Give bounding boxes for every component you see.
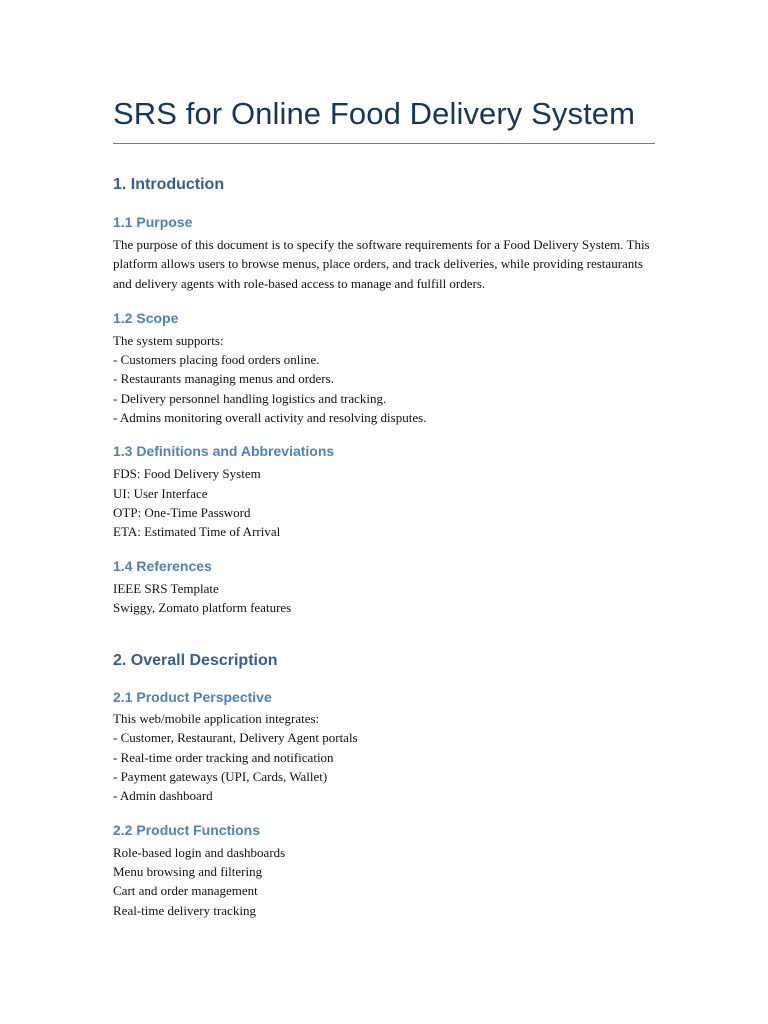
- product-perspective-list: [113, 709, 655, 805]
- perspective-line: - Customer, Restaurant, Delivery Agent portals: [113, 730, 358, 746]
- scope-line: - Restaurants managing menus and orders.: [113, 371, 334, 387]
- function-line: Cart and order management: [113, 883, 258, 899]
- scope-line: The system supports:: [113, 332, 224, 348]
- function-line: Menu browsing and filtering: [113, 863, 263, 879]
- purpose-paragraph: The purpose of this document is to specify the software requirements for a Food Delivery System. This platform allows users to browse menus, place orders, and track deliveries, while providing restaurants and delivery agents with role-based access to manage and fulfill orders.: [113, 237, 650, 291]
- subsection-heading-scope: 1.2 Scope: [113, 309, 179, 326]
- perspective-line: - Payment gateways (UPI, Cards, Wallet): [113, 769, 328, 785]
- title-underline: [113, 143, 655, 144]
- perspective-line: - Real-time order tracking and notification: [113, 749, 334, 765]
- reference-line: IEEE SRS Template: [113, 580, 219, 596]
- section-heading-overall-description: 2. Overall Description: [113, 652, 278, 670]
- product-functions-list: [113, 843, 655, 920]
- function-line: Real-time delivery tracking: [113, 902, 256, 918]
- scope-line: - Customers placing food orders online.: [113, 352, 320, 368]
- references-list: [113, 579, 655, 618]
- reference-line: Swiggy, Zomato platform features: [113, 599, 292, 615]
- scope-list: [113, 331, 655, 427]
- scope-line: - Delivery personnel handling logistics and tracking.: [113, 390, 387, 406]
- definition-line: ETA: Estimated Time of Arrival: [113, 524, 281, 540]
- definition-line: UI: User Interface: [113, 485, 208, 501]
- perspective-line: This web/mobile application integrates:: [113, 711, 320, 727]
- section-heading-introduction: 1. Introduction: [113, 176, 225, 193]
- scope-line: - Admins monitoring overall activity and resolving disputes.: [113, 410, 427, 426]
- perspective-line: - Admin dashboard: [113, 788, 213, 804]
- subsection-heading-product-functions: 2.2 Product Functions: [113, 821, 261, 838]
- subsection-heading-definitions: 1.3 Definitions and Abbreviations: [113, 443, 335, 460]
- subsection-heading-product-perspective: 2.1 Product Perspective: [113, 689, 272, 706]
- definition-line: OTP: One-Time Password: [113, 504, 251, 520]
- document-title: SRS for Online Food Delivery System: [113, 96, 636, 131]
- definitions-list: [113, 464, 655, 541]
- subsection-heading-references: 1.4 References: [113, 557, 212, 574]
- definition-line: FDS: Food Delivery System: [113, 466, 261, 482]
- subsection-heading-purpose: 1.1 Purpose: [113, 214, 193, 230]
- function-line: Role-based login and dashboards: [113, 844, 286, 860]
